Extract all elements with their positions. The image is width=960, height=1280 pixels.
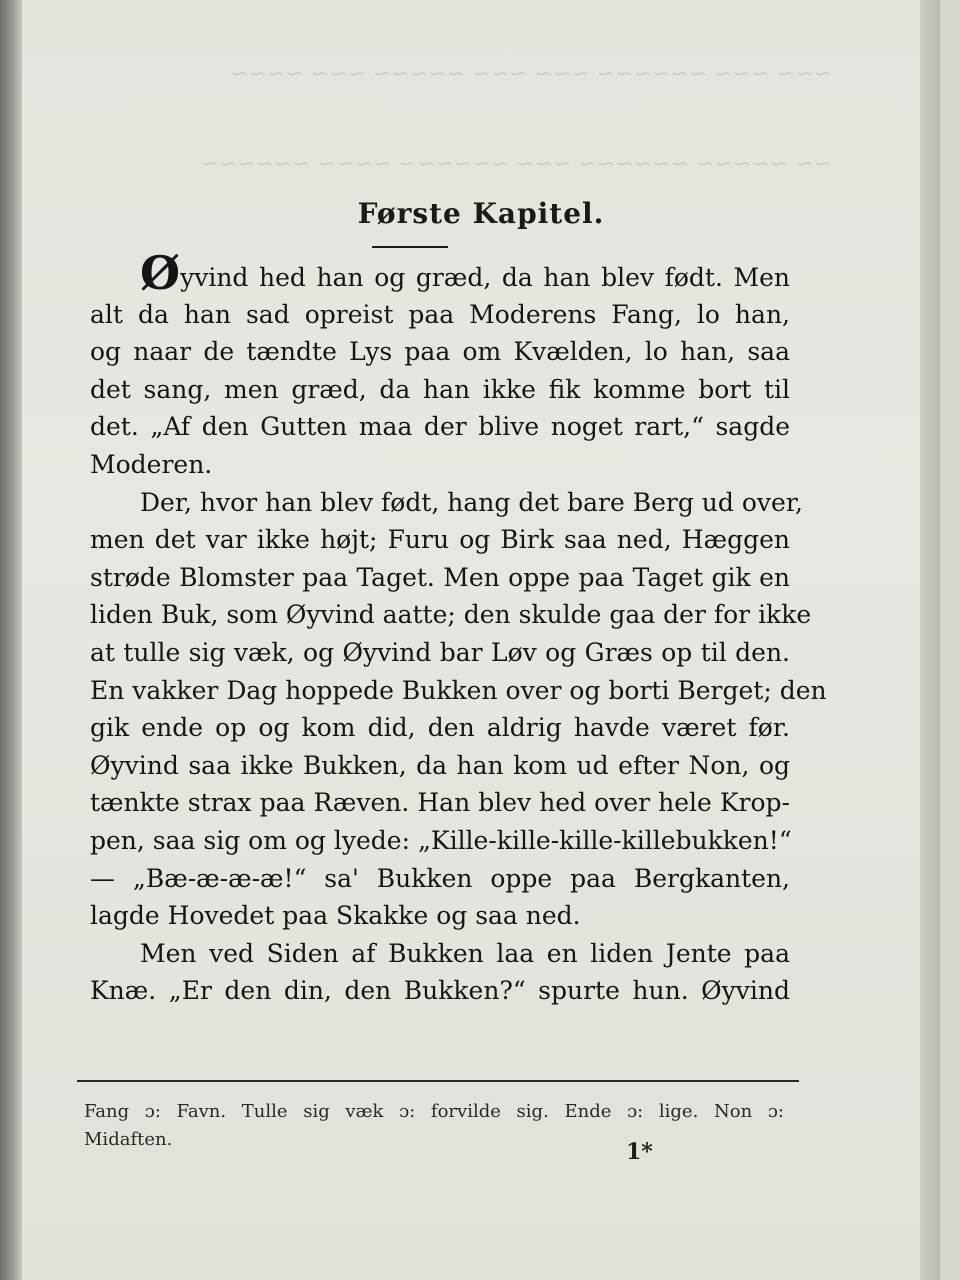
- text-line: men det var ikke højt; Furu og Birk saa ned, Hæggen: [90, 525, 790, 555]
- text-line: Men ved Siden af Bukken laa en liden Jente paa: [140, 938, 790, 968]
- bleed-through-text: ~~~ ~~~ ~~~~~~ ~~~ ~~~ ~~~~~ ~~~ ~~~~ ~~ ~~~~~ ~~~~~~ ~~~ ~~~~~~ ~~~~ ~~~~~~: [200, 62, 832, 177]
- text-line: det. „Af den Gutten maa der blive noget rart,“ sagde: [90, 412, 790, 442]
- page-edge: [920, 0, 940, 1280]
- text-line: Øyvind saa ikke Bukken, da han kom ud efter Non, og: [90, 750, 790, 780]
- text-line: tænkte strax paa Ræven. Han blev hed over hele Krop-: [90, 788, 790, 818]
- text-line: strøde Blomster paa Taget. Men oppe paa Taget gik en: [90, 562, 790, 592]
- text-line: Øyvind hed han og græd, da han blev født. Men: [140, 246, 790, 300]
- book-page: [22, 0, 940, 1280]
- footnote: [84, 1098, 784, 1154]
- text-line: og naar de tændte Lys paa om Kvælden, lo han, saa: [90, 337, 790, 367]
- book-gutter: [0, 0, 22, 1280]
- title-rule: [372, 246, 448, 248]
- chapter-title: Første Kapitel.: [357, 197, 605, 230]
- text-line: at tulle sig væk, og Øyvind bar Løv og Græs op til den.: [90, 637, 790, 667]
- text-line: pen, saa sig om og lyede: „Kille-kille-kille-killebukken!“: [90, 825, 792, 855]
- text-line: En vakker Dag hoppede Bukken over og borti Berget; den: [90, 675, 827, 705]
- text-line: Der, hvor han blev født, hang det bare Berg ud over,: [140, 487, 803, 517]
- text-line: Moderen.: [90, 449, 213, 479]
- page-number: 1*: [626, 1139, 653, 1165]
- footnote-line: Fang ɔ: Favn. Tulle sig væk ɔ: forvilde sig. Ende ɔ: lige. Non ɔ:: [84, 1101, 784, 1122]
- chapter-body: [90, 246, 827, 1010]
- footnote-line: Midaften.: [84, 1129, 173, 1150]
- text-line: Knæ. „Er den din, den Bukken?“ spurte hun. Øyvind: [90, 976, 790, 1006]
- text-line: lagde Hovedet paa Skakke og saa ned.: [90, 901, 581, 931]
- text-line: det sang, men græd, da han ikke fik komme bort til: [90, 374, 790, 404]
- text-line: liden Buk, som Øyvind aatte; den skulde gaa der for ikke: [90, 600, 812, 630]
- drop-cap: Ø: [140, 246, 181, 300]
- text-line: — „Bæ-æ-æ-æ!“ sa' Bukken oppe paa Bergkanten,: [90, 863, 790, 893]
- text-line: gik ende op og kom did, den aldrig havde været før.: [90, 713, 790, 743]
- footnote-rule: [77, 1080, 799, 1082]
- text-line: alt da han sad opreist paa Moderens Fang, lo han,: [90, 299, 790, 329]
